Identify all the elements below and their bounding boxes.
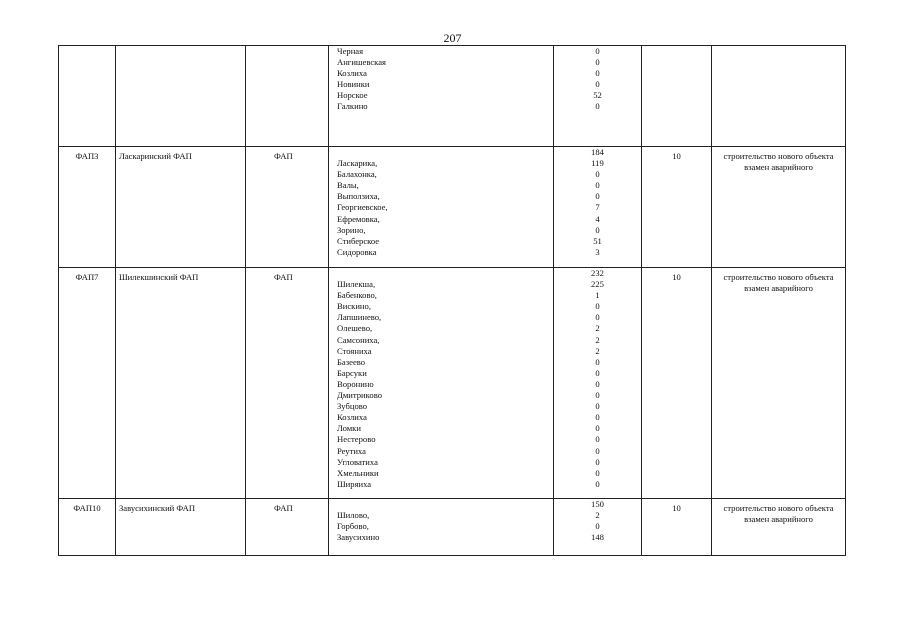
settlement-name: Нестерово bbox=[337, 434, 376, 445]
settlement-name: Георгиевское, bbox=[337, 202, 388, 213]
settlement-name: Вискино, bbox=[337, 301, 371, 312]
population-count: 0 bbox=[595, 46, 600, 56]
settlements-cell bbox=[329, 499, 554, 556]
work-type-cell: строительство нового объекта взамен аварийного bbox=[712, 268, 846, 499]
population-count: 2 bbox=[595, 345, 600, 356]
facility-name: Завусихинский ФАП bbox=[116, 499, 246, 556]
population-count: 0 bbox=[595, 191, 600, 202]
population-count: 0 bbox=[595, 467, 600, 478]
settlement-name: Зорино, bbox=[337, 224, 366, 235]
population-count: 225 bbox=[591, 279, 604, 290]
population-count: 2 bbox=[595, 323, 600, 334]
population-cell bbox=[554, 499, 642, 556]
settlement-name: Норское bbox=[337, 90, 368, 101]
population-count: 0 bbox=[595, 423, 600, 434]
facility-code: ФАП10 bbox=[59, 499, 116, 556]
facility-name bbox=[116, 46, 246, 147]
settlement-name: Горбово, bbox=[337, 521, 369, 532]
settlement-name: Новинки bbox=[337, 79, 370, 90]
population-count: 0 bbox=[595, 434, 600, 445]
settlement-name: Ангишевская bbox=[337, 57, 386, 68]
population-count: 0 bbox=[595, 401, 600, 412]
population-count: 2 bbox=[595, 510, 600, 521]
facility-code: ФАП7 bbox=[59, 268, 116, 499]
distance-cell: 10 bbox=[642, 499, 712, 556]
table-row bbox=[59, 147, 846, 268]
settlement-name: Козлиха bbox=[337, 412, 367, 423]
settlements-cell bbox=[329, 46, 554, 147]
settlement-name: Самсониха, bbox=[337, 334, 380, 345]
population-count: 0 bbox=[595, 301, 600, 312]
settlement-name: Черная bbox=[337, 46, 364, 56]
population-cell bbox=[554, 147, 642, 268]
population-count: 52 bbox=[593, 90, 602, 101]
population-count: 0 bbox=[595, 390, 600, 401]
population-count: 0 bbox=[595, 68, 600, 79]
settlements-cell bbox=[329, 268, 554, 499]
distance-cell: 10 bbox=[642, 147, 712, 268]
population-count: 51 bbox=[593, 235, 602, 246]
page-number: 207 bbox=[443, 31, 462, 45]
work-type-cell: строительство нового объекта взамен аварийного bbox=[712, 499, 846, 556]
population-total: 150 bbox=[591, 499, 604, 509]
population-count: 0 bbox=[595, 79, 600, 90]
population-count: 148 bbox=[591, 532, 604, 543]
settlement-name: Лапшинево, bbox=[337, 312, 382, 323]
population-count: 0 bbox=[595, 445, 600, 456]
population-total: 184 bbox=[591, 147, 604, 157]
settlement-name: Завусихино bbox=[337, 532, 380, 543]
population-cell bbox=[554, 46, 642, 147]
settlement-name: Барсуки bbox=[337, 367, 367, 378]
facility-name: Ласкаринский ФАП bbox=[116, 147, 246, 268]
settlement-name: Ширяиха bbox=[337, 478, 372, 489]
population-count: 0 bbox=[595, 356, 600, 367]
facility-type: ФАП bbox=[246, 499, 329, 556]
facility-name: Шилекшинский ФАП bbox=[116, 268, 246, 499]
population-count: 4 bbox=[595, 213, 600, 224]
settlement-name: Ласкарика, bbox=[337, 158, 378, 169]
distance-cell bbox=[642, 46, 712, 147]
distance-cell: 10 bbox=[642, 268, 712, 499]
settlement-name: Зубцово bbox=[337, 401, 368, 412]
facility-type: ФАП bbox=[246, 147, 329, 268]
settlement-name: Хмельники bbox=[337, 467, 379, 478]
facility-code: ФАП3 bbox=[59, 147, 116, 268]
settlement-name: Ефремовка, bbox=[337, 213, 380, 224]
settlement-name: Шилекша, bbox=[337, 279, 376, 290]
settlement-name: Олешево, bbox=[337, 323, 373, 334]
population-count: 0 bbox=[595, 478, 600, 489]
facility-type: ФАП bbox=[246, 268, 329, 499]
work-type-cell: строительство нового объекта взамен аварийного bbox=[712, 147, 846, 268]
table-row bbox=[59, 46, 846, 147]
population-total: 232 bbox=[591, 268, 604, 278]
population-count: 1 bbox=[595, 290, 600, 301]
settlement-name: Галкино bbox=[337, 101, 368, 112]
facility-code bbox=[59, 46, 116, 147]
facilities-table bbox=[58, 45, 846, 556]
table-row bbox=[59, 499, 846, 556]
settlement-name: Реутиха bbox=[337, 445, 366, 456]
population-count: 2 bbox=[595, 334, 600, 345]
settlement-name: Ломки bbox=[337, 423, 361, 434]
population-count: 7 bbox=[595, 202, 600, 213]
facility-type bbox=[246, 46, 329, 147]
settlement-name: Козлиха bbox=[337, 68, 367, 79]
settlement-name: Воронино bbox=[337, 378, 374, 389]
settlement-name: Дмитриково bbox=[337, 390, 382, 401]
settlement-name: Балахонка, bbox=[337, 169, 377, 180]
population-count: 0 bbox=[595, 101, 600, 112]
population-count: 0 bbox=[595, 180, 600, 191]
population-count: 0 bbox=[595, 312, 600, 323]
population-count: 3 bbox=[595, 246, 600, 257]
settlement-name: Сидоровка bbox=[337, 246, 377, 257]
population-count: 0 bbox=[595, 224, 600, 235]
settlement-name: Шилово, bbox=[337, 510, 370, 521]
population-count: 0 bbox=[595, 412, 600, 423]
settlements-cell bbox=[329, 147, 554, 268]
settlement-name: Бабенково, bbox=[337, 290, 377, 301]
population-cell bbox=[554, 268, 642, 499]
population-count: 0 bbox=[595, 57, 600, 68]
settlement-name: Выползиха, bbox=[337, 191, 380, 202]
settlement-name: Стояниха bbox=[337, 345, 372, 356]
population-count: 0 bbox=[595, 378, 600, 389]
settlement-name: Базеево bbox=[337, 356, 366, 367]
population-count: 0 bbox=[595, 367, 600, 378]
table-row bbox=[59, 268, 846, 499]
population-count: 0 bbox=[595, 456, 600, 467]
population-count: 0 bbox=[595, 169, 600, 180]
settlement-name: Валы, bbox=[337, 180, 359, 191]
population-count: 119 bbox=[591, 158, 604, 169]
population-count: 0 bbox=[595, 521, 600, 532]
work-type-cell bbox=[712, 46, 846, 147]
settlement-name: Угловатиха bbox=[337, 456, 378, 467]
settlement-name: Стиберское bbox=[337, 235, 380, 246]
